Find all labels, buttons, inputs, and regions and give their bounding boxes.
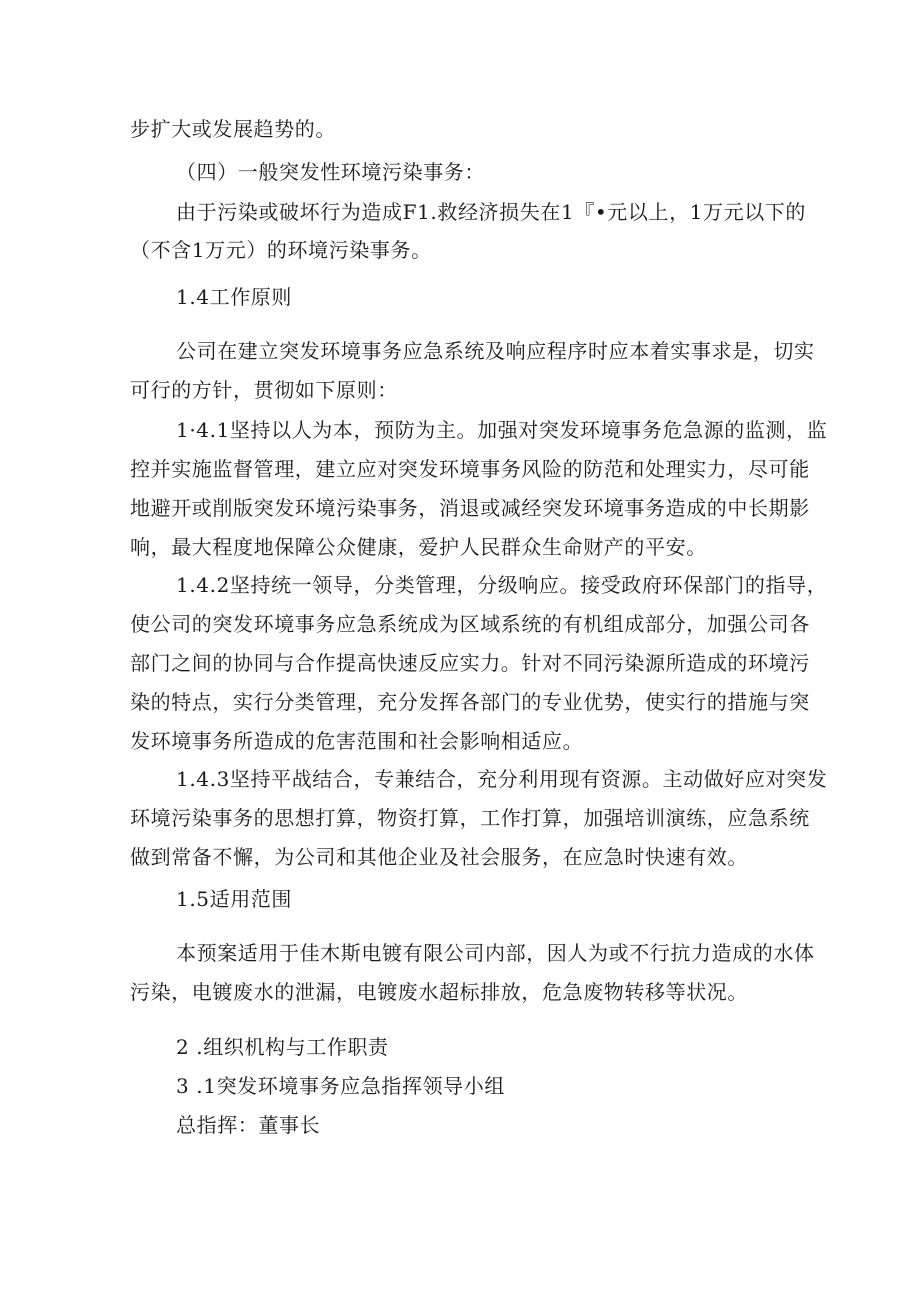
text-line-6: 公司在建立突发环境事务应急系统及响应程序时应本着实事求是，切实: [176, 339, 815, 363]
text-line-8: 1·4.1坚持以人为本，预防为主。加强对突发环境事务危急源的监测，监: [176, 418, 828, 442]
text-line-3: 由于污染或破坏行为造成F1.救经济损失在1『•元以上，1万元以下的: [176, 200, 807, 224]
text-line-14: 部门之间的协同与合作提高快速反应实力。针对不同污染源所造成的环境污: [130, 651, 810, 675]
text-line-21: 本预案适用于佳木斯电镀有限公司内部，因人为或不行抗力造成的水体: [176, 941, 815, 965]
section-heading-3-1: 3 .1突发环境事务应急指挥领导小组: [176, 1074, 505, 1098]
text-line-22: 污染，电镀废水的泄漏，电镀废水超标排放，危急废物转移等状况。: [130, 980, 748, 1004]
text-line-9: 控并实施监督管理，建立应对突发环境事务风险的防范和处理实力，尽可能: [130, 457, 810, 481]
text-line-11: 响，最大程度地保障公众健康，爱护人民群众生命财产的平安。: [130, 535, 707, 559]
text-line-10: 地避开或削版突发环境污染事务，消退或减经突发环境事务造成的中长期影: [130, 496, 810, 520]
section-heading-1-5: 1.5适用范围: [176, 887, 293, 911]
text-line-18: 环境污染事务的思想打算，物资打算，工作打算，加强培训演练，应急系统: [130, 806, 810, 830]
text-line-7: 可行的方针，贯彻如下原则：: [130, 378, 398, 402]
text-line-4: （不含1万元）的环境污染事务。: [130, 238, 432, 262]
text-line-19: 做到常备不懈，为公司和其他企业及社会服务，在应急时快速有效。: [130, 845, 748, 869]
section-heading-2: 2 .组织机构与工作职责: [176, 1035, 389, 1059]
text-line-1: 步扩大或发展趋势的。: [130, 117, 336, 141]
section-heading-general-event: （四）一般突发性环境污染事务：: [176, 160, 485, 184]
text-line-12: 1.4.2坚持统一领导，分类管理，分级响应。接受政府环保部门的指导，: [176, 573, 828, 597]
text-line-13: 使公司的突发环境事务应急系统成为区域系统的有机组成部分，加强公司各: [130, 612, 810, 636]
text-line-16: 发环境事务所造成的危害范围和社会影响相适应。: [130, 729, 584, 753]
text-line-17: 1.4.3坚持平战结合，专兼结合，充分利用现有资源。主动做好应对突发: [176, 767, 828, 791]
text-line-15: 染的特点，实行分类管理，充分发挥各部门的专业优势，使实行的措施与突: [130, 690, 810, 714]
section-heading-1-4: 1.4工作原则: [176, 285, 293, 309]
text-line-25: 总指挥：董事长: [176, 1113, 321, 1137]
